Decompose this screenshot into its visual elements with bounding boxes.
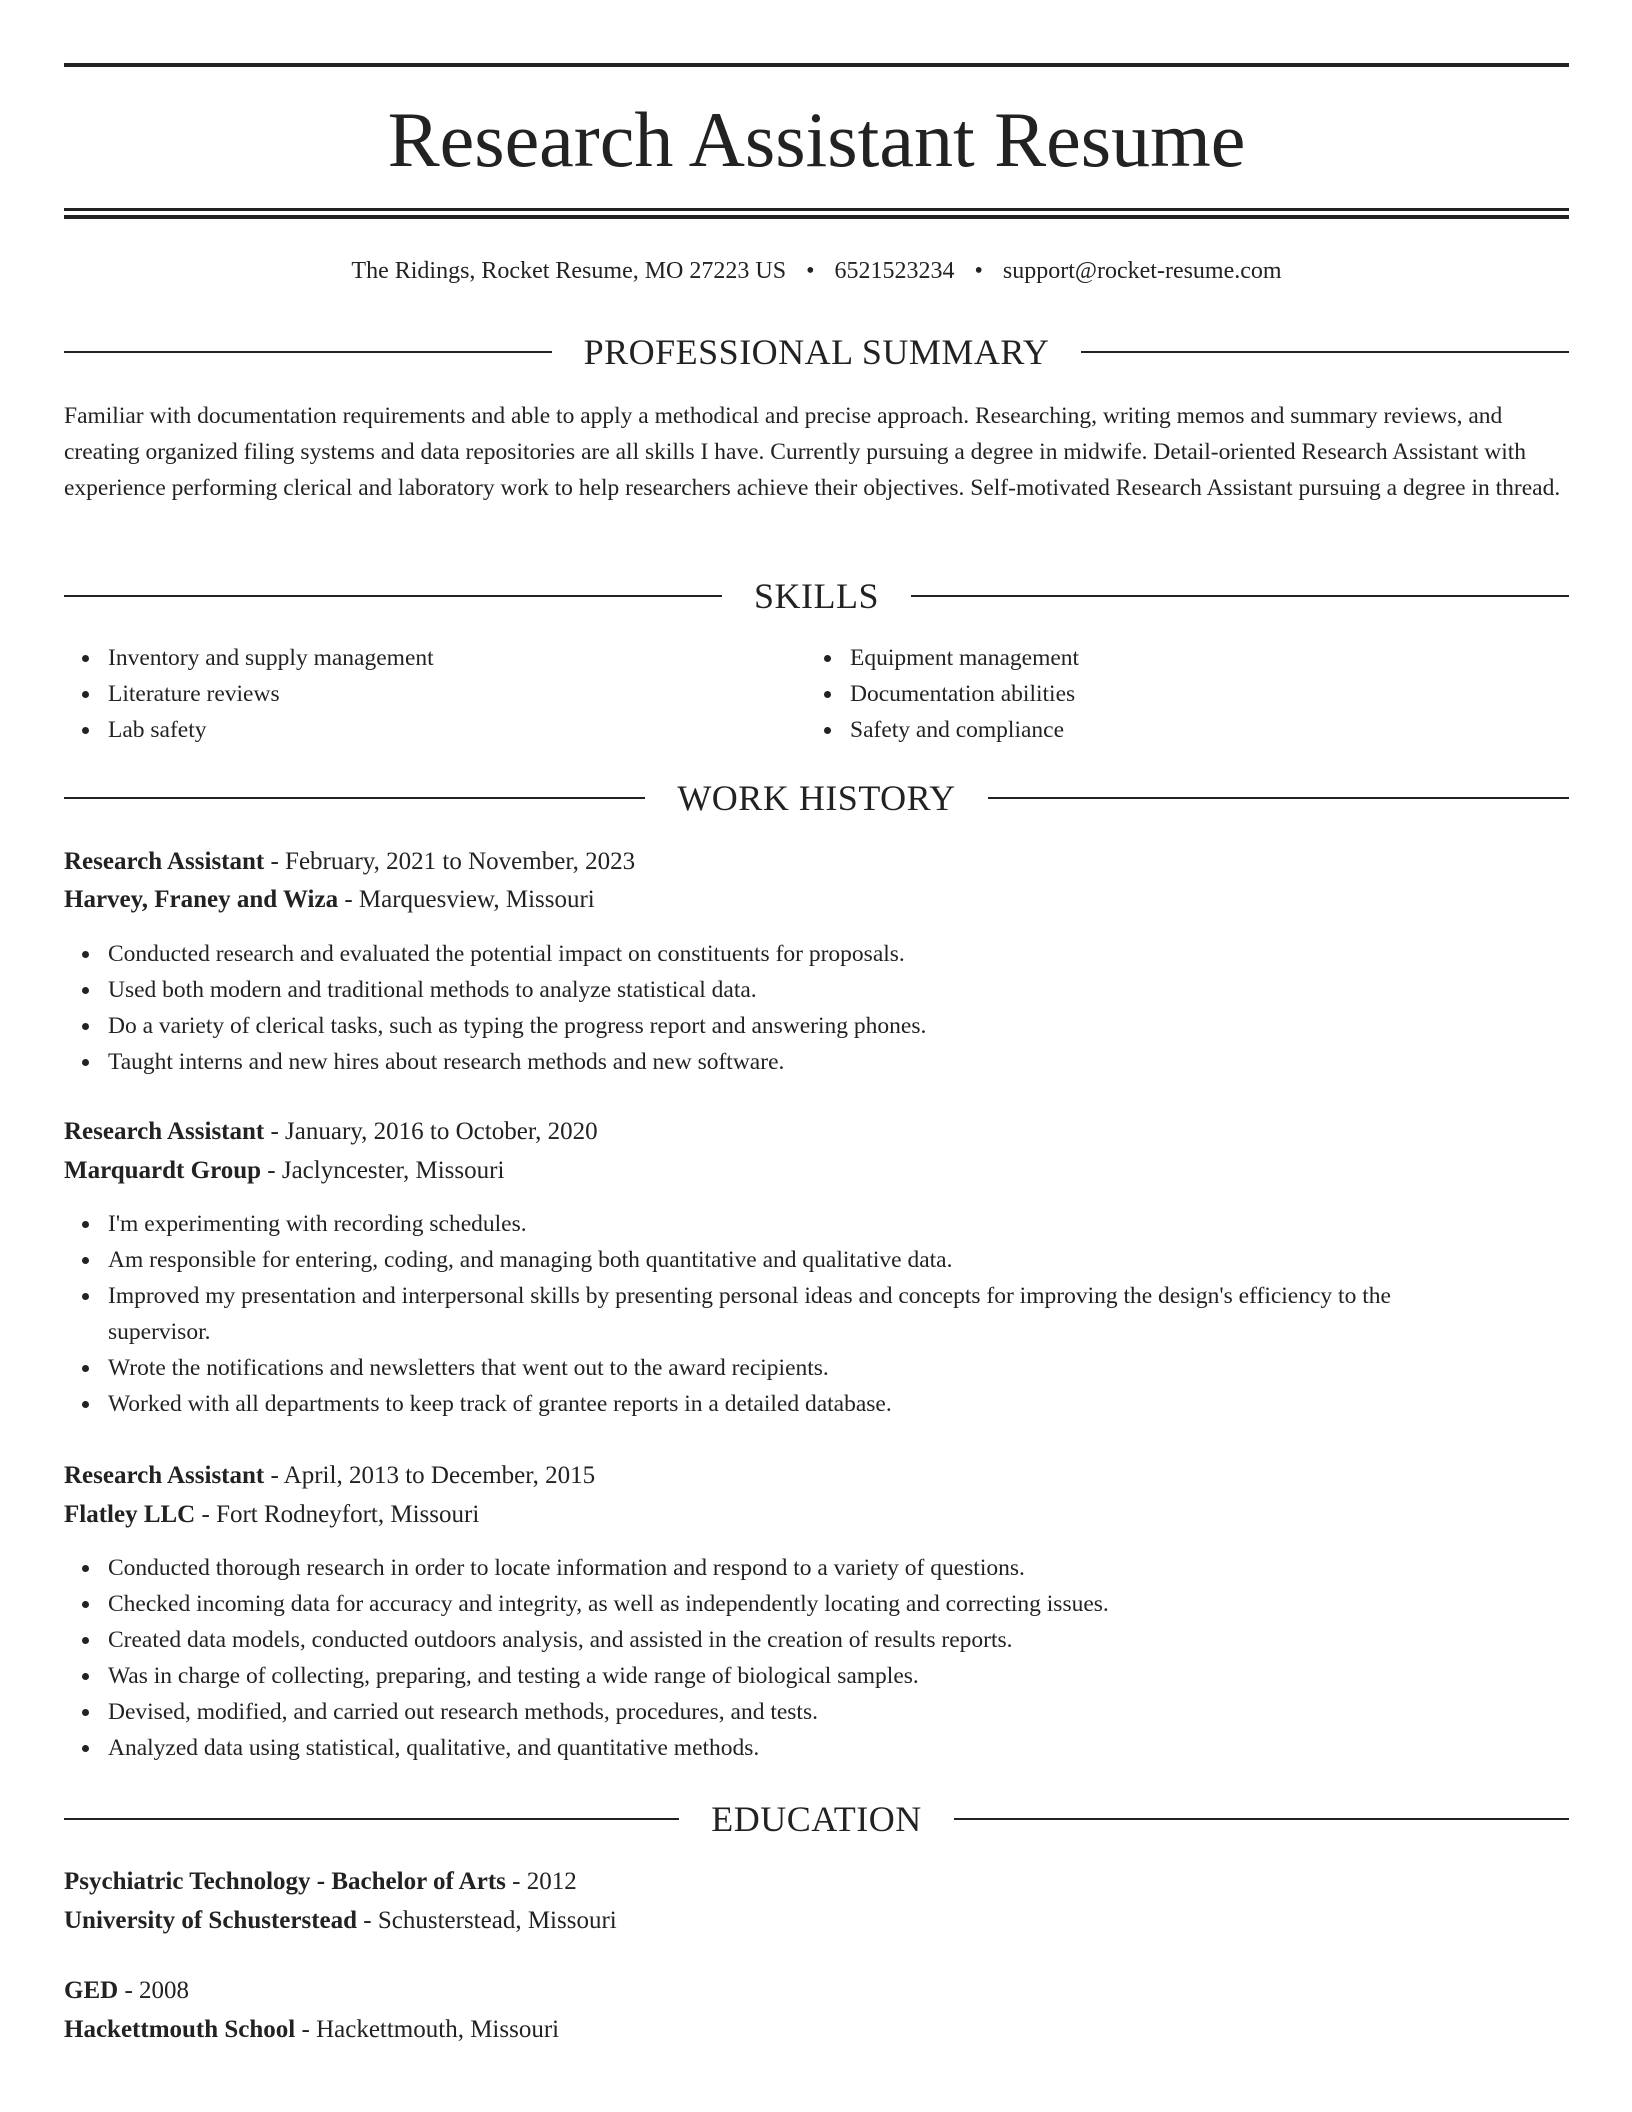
job-dates: - April, 2013 to December, 2015 [264,1462,596,1489]
skill-item: Literature reviews [108,676,806,712]
education-degree-line [64,1864,1569,1900]
job-dates: - January, 2016 to October, 2020 [264,1118,598,1145]
heading-rule-left [64,351,552,353]
skills-list [64,640,1569,748]
heading-rule-right [954,1818,1569,1820]
summary-heading [64,330,1569,374]
job-dates: - February, 2021 to November, 2023 [264,848,636,875]
duty-item: Used both modern and traditional methods to analyze statistical data. [108,972,1569,1008]
title-rule-upper [64,208,1569,211]
job-location: - Jaclyncester, Missouri [261,1157,505,1184]
heading-rule-right [911,595,1569,597]
job-location: - Marquesview, Missouri [338,886,595,913]
education-year: - 2008 [118,1977,190,2004]
skill-item: Equipment management [850,640,1548,676]
education-school: University of Schusterstead [64,1907,358,1934]
contact-separator: • [974,258,983,284]
education-school: Hackettmouth School [64,2016,296,2043]
duty-item: Wrote the notifications and newsletters that went out to the award recipients. [108,1350,1569,1386]
job-duties [64,1206,1569,1422]
skills-column-left [64,640,806,748]
education-degree: GED [64,1977,119,2004]
duty-item: Worked with all departments to keep track of grantee reports in a detailed database. [108,1386,1569,1422]
duty-item: Conducted thorough research in order to locate information and respond to a variety of questions. [108,1550,1569,1586]
section-title: SKILLS [754,576,880,616]
skills-heading [64,574,1569,618]
education-school-line [64,2012,1569,2048]
contact-phone: 6521523234 [834,258,955,284]
top-rule [64,63,1569,67]
contact-email: support@rocket-resume.com [1002,258,1282,284]
job-company-line [64,882,1569,918]
heading-rule-left [64,595,722,597]
duty-item: Analyzed data using statistical, qualitative, and quantitative methods. [108,1730,1569,1766]
education-degree-line [64,1973,1569,2009]
duty-item: Conducted research and evaluated the potential impact on constituents for proposals. [108,936,1569,972]
education-school-line [64,1903,1569,1939]
education-degree: Psychiatric Technology - Bachelor of Arts [64,1868,506,1895]
duty-item: Created data models, conducted outdoors analysis, and assisted in the creation of results reports. [108,1622,1569,1658]
skill-item: Lab safety [108,712,806,748]
duty-item: Improved my presentation and interpersonal skills by presenting personal ideas and concepts for improving the design's efficiency to the supervisor. [108,1278,1569,1350]
job-company: Marquardt Group [64,1157,262,1184]
job-company: Flatley LLC [64,1501,196,1528]
skill-item: Safety and compliance [850,712,1548,748]
job-title-line [64,844,1569,880]
section-title: WORK HISTORY [677,778,956,818]
duty-item: Am responsible for entering, coding, and managing both quantitative and qualitative data. [108,1242,1569,1278]
education-year: - 2012 [505,1868,577,1895]
section-title: EDUCATION [711,1799,922,1839]
heading-rule-left [64,797,645,799]
heading-rule-right [1081,351,1569,353]
education-location: - Hackettmouth, Missouri [295,2016,560,2043]
duty-item: Was in charge of collecting, preparing, and testing a wide range of biological samples. [108,1658,1569,1694]
skills-column-right [806,640,1548,748]
education-location: - Schusterstead, Missouri [357,1907,617,1934]
job-duties [64,936,1569,1080]
section-title: PROFESSIONAL SUMMARY [583,332,1050,372]
job-title: Research Assistant [64,848,265,875]
duty-item: Devised, modified, and carried out research methods, procedures, and tests. [108,1694,1569,1730]
summary-text: Familiar with documentation requirements and able to apply a methodical and precise approach. Researching, writing memos and summary reviews, and creating organized filing systems and data repositories are all skills I have. Currently pursuing a degree in midwife. Detail-oriented Research Assistant with experience performing clerical and laboratory work to help researchers achieve their objectives. Self-motivated Research Assistant pursuing a degree in thread. [64,403,1561,501]
heading-rule-right [988,797,1569,799]
title-rule-lower [64,215,1569,219]
duty-item: Do a variety of clerical tasks, such as typing the progress report and answering phones. [108,1008,1569,1044]
job-title: Research Assistant [64,1118,265,1145]
job-company-line [64,1153,1569,1189]
duty-item: I'm experimenting with recording schedules. [108,1206,1569,1242]
education-heading [64,1797,1569,1841]
job-company-line [64,1497,1569,1533]
work-history-heading [64,776,1569,820]
job-title-line [64,1458,1569,1494]
skill-item: Inventory and supply management [108,640,806,676]
contact-line [64,254,1569,288]
job-title-line [64,1114,1569,1150]
job-location: - Fort Rodneyfort, Missouri [195,1501,480,1528]
job-company: Harvey, Franey and Wiza [64,886,339,913]
skill-item: Documentation abilities [850,676,1548,712]
job-title: Research Assistant [64,1462,265,1489]
contact-separator: • [806,258,815,284]
heading-rule-left [64,1818,679,1820]
duty-item: Checked incoming data for accuracy and integrity, as well as independently locating and correcting issues. [108,1586,1569,1622]
duty-item: Taught interns and new hires about research methods and new software. [108,1044,1569,1080]
resume-title: Research Assistant Resume [387,96,1246,183]
contact-address: The Ridings, Rocket Resume, MO 27223 US [351,258,787,284]
job-duties [64,1550,1569,1766]
